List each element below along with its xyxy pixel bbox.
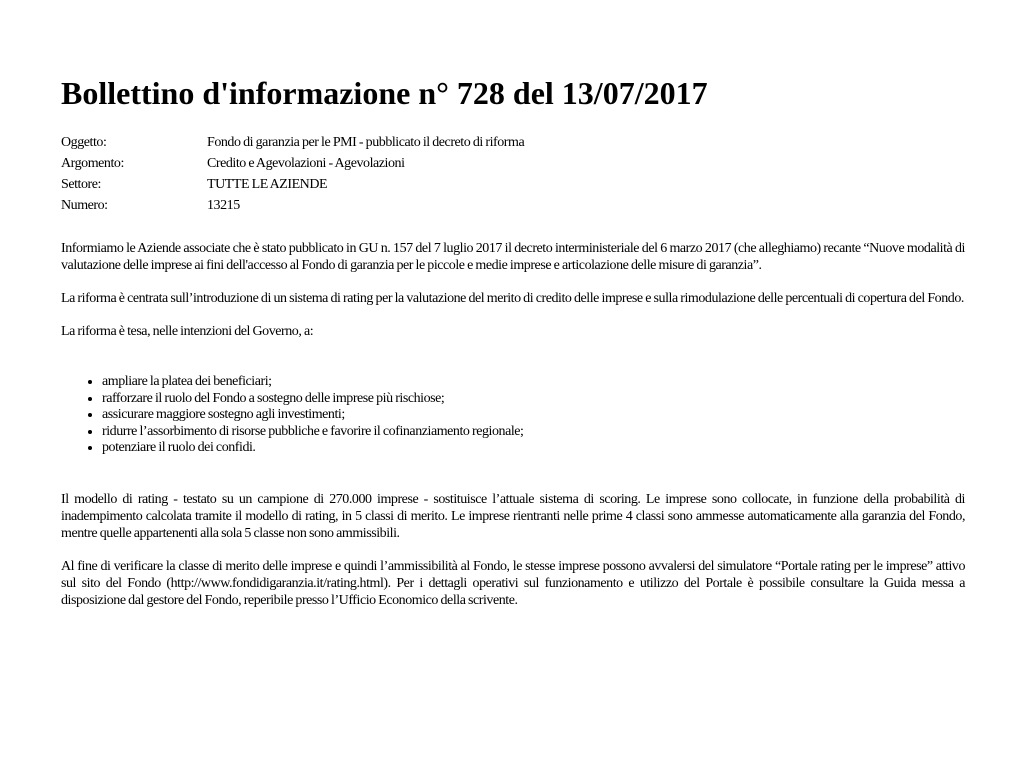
- meta-label: Oggetto:: [61, 135, 107, 150]
- body-paragraph: Il modello di rating - testato su un campione di 270.000 imprese - sostituisce l’attuale sistema di scoring. Le imprese sono collocate, in funzione della probabilità di inadempimento calcolata tramite il modello di rating, in 5 classi di merito. Le imprese rientranti nelle prime 4 classi sono ammesse automaticamente alla garanzia del Fondo, mentre quelle appartenenti alla sola 5 classe non sono ammissibili.: [61, 491, 965, 541]
- meta-value: Credito e Agevolazioni - Agevolazioni: [207, 156, 405, 171]
- list-item: • rafforzare il ruolo del Fondo a sostegno delle imprese più rischiose;: [102, 391, 965, 408]
- body-paragraph: La riforma è centrata sull’introduzione di un sistema di rating per la valutazione del merito di credito delle imprese e sulla rimodulazione delle percentuali di copertura del Fondo.: [61, 291, 964, 306]
- meta-row-numero: [61, 195, 524, 216]
- meta-label: Argomento:: [61, 156, 124, 171]
- meta-label: Settore:: [61, 177, 101, 192]
- bulletin-page: [61, 0, 965, 609]
- objectives-list: [61, 374, 965, 457]
- metadata-table: [61, 132, 524, 216]
- meta-row-settore: [61, 174, 524, 195]
- meta-label: Numero:: [61, 198, 108, 213]
- body-paragraph: Informiamo le Aziende associate che è stato pubblicato in GU n. 157 del 7 luglio 2017 il decreto interministeriale del 6 marzo 2017 (che alleghiamo) recante “Nuove modalità di valutazione delle imprese ai fini dell'accesso al Fondo di garanzia per le piccole e medie imprese e articolazione delle misure di garanzia”.: [61, 241, 965, 273]
- meta-value: 13215: [207, 198, 240, 213]
- list-item: • potenziare il ruolo dei confidi.: [102, 440, 965, 457]
- meta-row-argomento: [61, 153, 524, 174]
- page-title: Bollettino d'informazione n° 728 del 13/07/2017: [61, 75, 708, 111]
- list-item: • ridurre l’assorbimento di risorse pubbliche e favorire il cofinanziamento regionale;: [102, 424, 965, 441]
- meta-value: Fondo di garanzia per le PMI - pubblicato il decreto di riforma: [207, 135, 525, 150]
- body-paragraph: La riforma è tesa, nelle intenzioni del Governo, a:: [61, 324, 314, 339]
- body-paragraph: Al fine di verificare la classe di merito delle imprese e quindi l’ammissibilità al Fondo, le stesse imprese possono avvalersi del simulatore “Portale rating per le imprese” attivo sul sito del Fondo (http://www.fondidigaranzia.it/rating.html). Per i dettagli operativi sul funzionamento e utilizzo del Portale è possibile consultare la Guida messa a disposizione dal gestore del Fondo, reperibile presso l’Ufficio Economico della scrivente.: [61, 558, 965, 608]
- list-item: • ampliare la platea dei beneficiari;: [102, 374, 965, 391]
- meta-row-oggetto: [61, 132, 524, 153]
- meta-value: TUTTE LE AZIENDE: [207, 177, 328, 192]
- list-item: • assicurare maggiore sostegno agli investimenti;: [102, 407, 965, 424]
